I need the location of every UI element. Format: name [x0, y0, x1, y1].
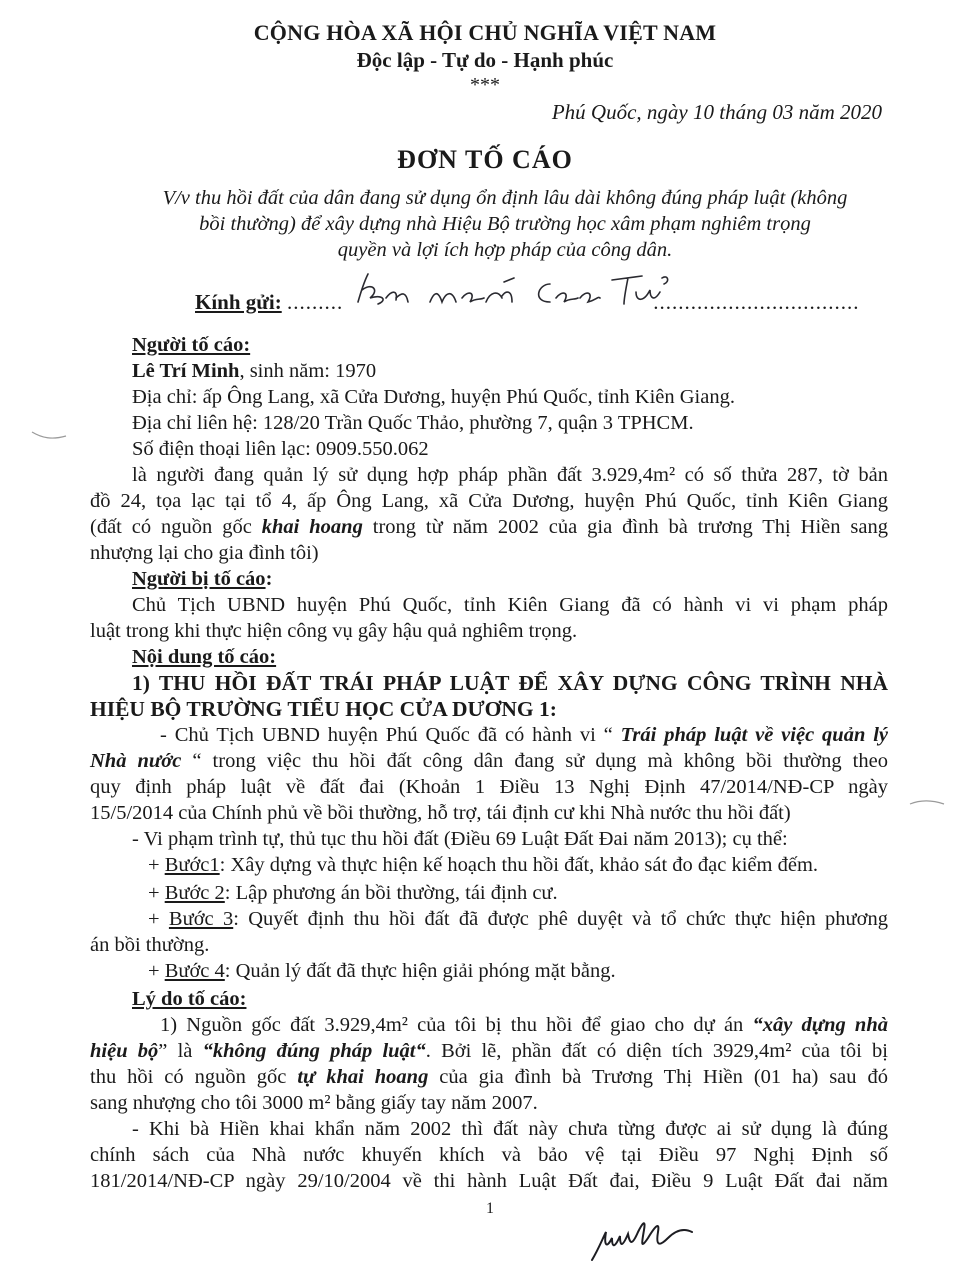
- margin-scan-mark-2: [908, 796, 948, 810]
- motto: Độc lập - Tự do - Hạnh phúc: [356, 48, 614, 72]
- accused-heading-line: Người bị tố cáo:: [132, 568, 273, 590]
- reason-1-line-4: sang nhượng cho tôi 3000 m² bằng giấy tay năm 2007.: [90, 1092, 538, 1114]
- accuser-address: Địa chỉ: ấp Ông Lang, xã Cửa Dương, huyện Phú Quốc, tỉnh Kiên Giang.: [132, 386, 735, 408]
- recipient-dots-after: .................................: [653, 290, 860, 314]
- handwritten-recipient: [352, 268, 682, 312]
- signature-image: [588, 1210, 698, 1270]
- step-3: + Bước 3: Quyết định thu hồi đất đã được phê duyệt và tổ chức thực hiện phương: [148, 908, 888, 930]
- content-p1-line-4: 15/5/2014 của Chính phủ về bồi thường, hỗ trợ, tái định cư khi Nhà nước thu hồi đất): [90, 802, 791, 824]
- separator-stars: ***: [470, 74, 500, 96]
- reason-1-line-1: 1) Nguồn gốc đất 3.929,4m² của tôi bị thu hồi để giao cho dự án “xây dựng nhà: [160, 1014, 888, 1036]
- document-title: ĐƠN TỐ CÁO: [397, 145, 573, 174]
- page-number: 1: [486, 1200, 494, 1217]
- content-p1-line-2: Nhà nước “ trong việc thu hồi đất công dân đang sử dụng mà không bồi thường theo: [90, 750, 888, 772]
- reason-2-line-2: chính sách của Nhà nước khuyến khích và bảo vệ tại Điều 97 Nghị Định số: [90, 1144, 888, 1166]
- content-p2: - Vi phạm trình tự, thủ tục thu hồi đất (Điều 69 Luật Đất Đai năm 2013); cụ thể:: [132, 828, 788, 850]
- subject-line-1: V/v thu hồi đất của dân đang sử dụng ổn định lâu dài không đúng pháp luật (không: [162, 187, 848, 209]
- reasons-heading: Lý do tố cáo:: [132, 988, 247, 1010]
- accused-heading: Người bị tố cáo: [132, 568, 266, 590]
- accuser-name: Lê Trí Minh: [132, 360, 240, 382]
- accuser-phone: Số điện thoại liên lạc: 0909.550.062: [132, 438, 429, 460]
- reason-2-line-1: - Khi bà Hiền khai khẩn năm 2002 thì đất này chưa từng được ai sử dụng là đúng: [132, 1118, 888, 1140]
- accuser-paragraph-line-4: nhượng lại cho gia đình tôi): [90, 542, 319, 564]
- content-p1-line-3: quy định pháp luật về đất đai (Khoản 1 Điều 13 Nghị Định 47/2014/NĐ-CP ngày: [90, 776, 888, 798]
- emphasis-khai-hoang: khai hoang: [261, 516, 363, 538]
- country-heading: CỘNG HÒA XÃ HỘI CHỦ NGHĨA VIỆT NAM: [253, 20, 717, 45]
- section-1-heading-line-2: HIỆU BỘ TRƯỜNG TIỂU HỌC CỬA DƯƠNG 1:: [90, 697, 557, 721]
- recipient-label: Kính gửi:: [195, 290, 282, 314]
- reason-1-line-2: hiệu bộ” là “không đúng pháp luật“. Bởi lẽ, phần đất có diện tích 3929,4m² của tôi bị: [90, 1040, 888, 1062]
- section-1-heading-line-1: 1) THU HỒI ĐẤT TRÁI PHÁP LUẬT ĐỂ XÂY DỰNG CÔNG TRÌNH NHÀ: [132, 671, 888, 695]
- accuser-paragraph-line-2: đồ 24, tọa lạc tại tổ 4, ấp Ông Lang, xã Cửa Dương, huyện Phú Quốc, tỉnh Kiên Giang: [90, 490, 888, 512]
- accused-line-2: luật trong khi thực hiện công vụ gây hậu quả nghiêm trọng.: [90, 620, 578, 642]
- reason-2-line-3: 181/2014/NĐ-CP ngày 29/10/2004 về thi hành Luật Đất đai, Điều 9 Luật Đất đai năm: [90, 1170, 888, 1192]
- content-p1-line-1: - Chủ Tịch UBND huyện Phú Quốc đã có hành vi “ Trái pháp luật về việc quản lý: [160, 724, 889, 746]
- accused-line-1: Chủ Tịch UBND huyện Phú Quốc, tỉnh Kiên Giang đã có hành vi vi phạm pháp: [132, 594, 888, 616]
- reason-1-line-3: thu hồi có nguồn gốc tự khai hoang của gia đình bà Trương Thị Hiền (01 ha) sau đó: [90, 1066, 888, 1088]
- date-line: Phú Quốc, ngày 10 tháng 03 năm 2020: [551, 100, 882, 124]
- accuser-paragraph-line-3: (đất có nguồn gốc khai hoang trong từ năm 2002 của gia đình bà trương Thị Hiền sang: [90, 516, 889, 538]
- recipient-dots: .........: [286, 290, 344, 314]
- subject-line-2: bồi thường) để xây dựng nhà Hiệu Bộ trường học xâm phạm nghiêm trọng: [199, 213, 811, 235]
- accuser-birth: , sinh năm: 1970: [239, 360, 377, 382]
- subject: [120, 185, 890, 263]
- content-heading: Nội dung tố cáo:: [132, 646, 277, 668]
- margin-scan-mark: [30, 428, 70, 442]
- accuser-contact-address: Địa chỉ liên hệ: 128/20 Trần Quốc Thảo, phường 7, quận 3 TPHCM.: [132, 412, 694, 434]
- accuser-heading: Người tố cáo:: [132, 334, 251, 356]
- step-3-line-2: án bồi thường.: [90, 934, 210, 956]
- step-1: + Bước1: Xây dựng và thực hiện kế hoạch thu hồi đất, khảo sát đo đạc kiểm đếm.: [148, 854, 819, 876]
- step-2: + Bước 2: Lập phương án bồi thường, tái định cư.: [148, 882, 558, 904]
- subject-line-3: quyền và lợi ích hợp pháp của công dân.: [337, 239, 673, 261]
- accuser-paragraph-line-1: là người đang quản lý sử dụng hợp pháp phần đất 3.929,4m² có số thửa 287, tờ bản: [132, 464, 888, 486]
- accuser-name-line: [132, 358, 888, 384]
- step-4: + Bước 4: Quản lý đất đã thực hiện giải phóng mặt bằng.: [148, 960, 616, 982]
